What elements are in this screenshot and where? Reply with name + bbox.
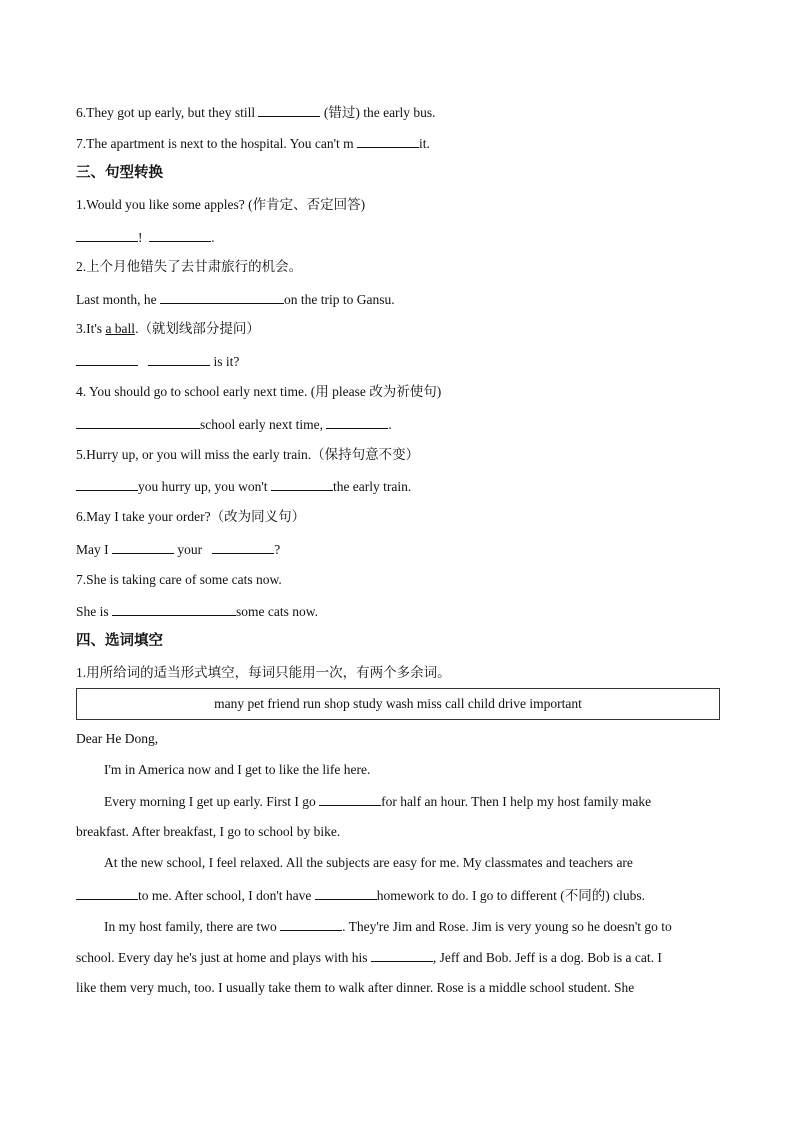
answer-mid: school early next time, (200, 417, 327, 432)
transform-3-answer (76, 352, 239, 371)
transform-5-prompt: 5.Hurry up, or you will miss the early train.（保持句意不变） (76, 447, 420, 462)
answer-blank[interactable] (76, 352, 138, 366)
answer-lead: May I (76, 542, 112, 557)
transform-1-prompt: 1.Would you like some apples? (作肯定、否定回答) (76, 197, 366, 212)
end-punct: ? (274, 542, 281, 557)
text-segment: , Jeff and Bob. Jeff is a dog. Bob is a cat. I (432, 950, 662, 965)
text-segment: school. Every day he's just at home and plays with his (76, 950, 371, 965)
question-6-text: 6.They got up early, but they still (76, 105, 259, 120)
answer-lead: Last month, he (76, 292, 160, 307)
answer-tail: on the trip to Gansu. (284, 292, 395, 307)
prompt-pre: 3.It's (76, 321, 106, 336)
transform-6-answer (76, 540, 280, 559)
letter-paragraph-2-line-2: breakfast. After breakfast, I go to school by bike. (76, 824, 341, 839)
answer-mid: your (174, 542, 206, 557)
question-7-tail: it. (419, 136, 430, 151)
answer-blank[interactable] (371, 948, 433, 962)
question-6 (76, 103, 436, 122)
transform-2-prompt: 2.上个月他错失了去甘肃旅行的机会。 (76, 259, 303, 274)
question-7 (76, 134, 430, 153)
transform-3-prompt (76, 320, 260, 338)
transform-1-answer (76, 228, 215, 247)
transform-7-answer (76, 602, 318, 621)
text-segment: . They're Jim and Rose. Jim is very young so he doesn't go to (342, 919, 672, 934)
letter-paragraph-3-line-2 (76, 886, 645, 905)
answer-blank[interactable] (112, 540, 174, 554)
letter-paragraph-4-line-3: like them very much, too. I usually take them to walk after dinner. Rose is a middle school student. She (76, 980, 635, 995)
answer-blank[interactable] (315, 886, 377, 900)
text-segment: homework to do. I go to different (不同的) clubs. (376, 888, 645, 903)
letter-greeting: Dear He Dong, (76, 731, 159, 746)
letter-paragraph-1: I'm in America now and I get to like the life here. (104, 762, 371, 777)
end-punct: . (388, 417, 392, 432)
answer-blank[interactable] (76, 886, 138, 900)
text-segment: for half an hour. Then I help my host family make (381, 794, 652, 809)
answer-blank[interactable] (160, 290, 284, 304)
transform-4-prompt: 4. You should go to school early next time. (用 please 改为祈使句) (76, 384, 442, 399)
section-3-heading: 三、句型转换 (76, 165, 163, 181)
answer-tail: the early train. (332, 479, 412, 494)
fill-instruction: 1.用所给词的适当形式填空，每词只能用一次，有两个多余词。 (76, 665, 451, 680)
end-punct: . (211, 230, 215, 245)
answer-blank[interactable] (148, 352, 210, 366)
word-bank-box (76, 688, 720, 720)
answer-blank[interactable] (76, 228, 138, 242)
text-segment: Every morning I get up early. First I go (104, 794, 320, 809)
answer-blank[interactable] (326, 415, 388, 429)
text-segment: In my host family, there are two (104, 919, 281, 934)
answer-tail: is it? (210, 354, 240, 369)
answer-blank[interactable] (76, 477, 138, 491)
transform-2-answer (76, 290, 395, 309)
transform-4-answer (76, 415, 392, 434)
answer-blank[interactable] (280, 917, 342, 931)
word-bank-words: many pet friend run shop study wash miss call child drive important (214, 696, 582, 711)
question-7-text: 7.The apartment is next to the hospital. You can't m (76, 136, 358, 151)
prompt-post: .（就划线部分提问） (135, 321, 260, 336)
answer-blank[interactable] (319, 792, 381, 806)
answer-blank[interactable] (112, 602, 236, 616)
text-segment: to me. After school, I don't have (138, 888, 315, 903)
answer-blank[interactable] (357, 134, 419, 148)
answer-blank[interactable] (271, 477, 333, 491)
letter-paragraph-4-line-2 (76, 948, 662, 967)
transform-5-answer (76, 477, 411, 496)
answer-mid: you hurry up, you won't (138, 479, 271, 494)
letter-paragraph-4-line-1 (104, 917, 672, 936)
answer-blank[interactable] (149, 228, 211, 242)
underlined-phrase: a ball (105, 321, 136, 336)
section-4-heading: 四、选词填空 (76, 633, 163, 649)
separator-text: ! (138, 230, 143, 245)
transform-6-prompt: 6.May I take your order?（改为同义句） (76, 509, 306, 524)
answer-tail: some cats now. (236, 604, 318, 619)
letter-paragraph-3-line-1: At the new school, I feel relaxed. All the subjects are easy for me. My classmates and teachers are (104, 855, 633, 870)
answer-blank[interactable] (76, 415, 200, 429)
answer-blank[interactable] (258, 103, 320, 117)
letter-paragraph-2-line-1 (104, 792, 651, 811)
transform-7-prompt: 7.She is taking care of some cats now. (76, 572, 282, 587)
answer-lead: She is (76, 604, 113, 619)
question-6-tail: (错过) the early bus. (320, 105, 436, 120)
answer-blank[interactable] (212, 540, 274, 554)
